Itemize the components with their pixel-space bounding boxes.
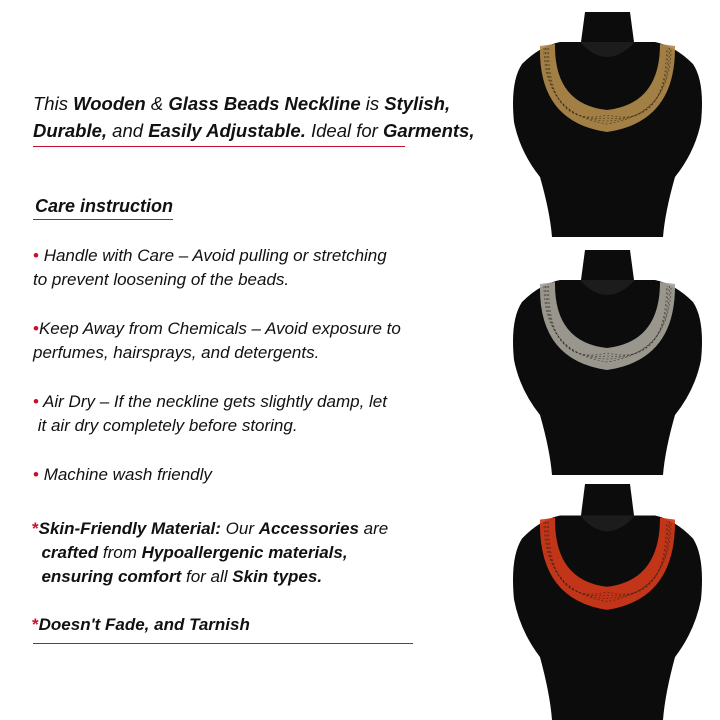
care-item-line: to prevent loosening of the beads.	[33, 270, 290, 289]
intro-bold: Wooden	[73, 93, 146, 114]
skin-friendly-text	[32, 517, 388, 589]
intro-bold: Durable,	[33, 120, 108, 141]
intro-bold: Stylish,	[384, 93, 451, 114]
care-item-line: it air dry completely before storing.	[37, 416, 298, 435]
skin-part: are	[358, 519, 389, 538]
intro-part: and	[107, 120, 149, 141]
bullet-icon: •	[33, 392, 39, 411]
skin-part: Our	[220, 519, 259, 538]
skin-bold: crafted	[41, 543, 99, 562]
asterisk-icon: *	[32, 615, 39, 634]
mannequin-torso	[513, 280, 702, 475]
intro-part: This	[33, 93, 74, 114]
intro-bold: Garments,	[382, 120, 475, 141]
bullet-icon: •	[33, 246, 39, 265]
skin-part: for all	[181, 567, 233, 586]
skin-part: from	[98, 543, 142, 562]
fade-underline	[33, 643, 413, 644]
bullet-icon: •	[33, 465, 39, 484]
mannequin-neck	[581, 250, 634, 280]
care-item-line: Machine wash friendly	[43, 465, 212, 484]
mannequin-neck	[581, 12, 634, 42]
care-item-line: Keep Away from Chemicals – Avoid exposure to	[38, 319, 401, 338]
fade-label: Doesn't Fade, and Tarnish	[38, 615, 250, 634]
mannequin-gold-neckline	[500, 12, 715, 237]
intro-part: Ideal for	[305, 120, 383, 141]
mannequin-torso	[513, 42, 702, 237]
care-item-machine-wash	[33, 463, 212, 487]
skin-bold: Hypoallergenic materials,	[141, 543, 348, 562]
skin-bold: Skin types.	[232, 567, 323, 586]
skin-bold: Skin-Friendly Material:	[38, 519, 221, 538]
care-item-line: Handle with Care – Avoid pulling or stretching	[43, 246, 387, 265]
intro-part: &	[145, 93, 169, 114]
mannequin-red-neckline	[500, 484, 715, 720]
care-item-line: Air Dry – If the neckline gets slightly damp, let	[43, 392, 387, 411]
care-item-handle	[33, 244, 387, 292]
mannequin-silver-neckline	[500, 250, 715, 475]
mannequin-neck	[581, 484, 634, 515]
mannequin-torso	[513, 515, 702, 720]
care-item-chemicals	[33, 317, 401, 365]
intro-text	[33, 90, 475, 144]
skin-bold: ensuring comfort	[41, 567, 182, 586]
care-item-line: perfumes, hairsprays, and detergents.	[33, 343, 320, 362]
care-heading-underline	[33, 219, 173, 220]
bullet-icon: •	[33, 319, 39, 338]
intro-bold: Easily Adjustable.	[148, 120, 306, 141]
care-item-air-dry	[33, 390, 387, 438]
intro-underline	[33, 146, 405, 147]
asterisk-icon: *	[32, 519, 39, 538]
skin-bold: Accessories	[258, 519, 359, 538]
care-heading: Care instruction	[35, 196, 174, 216]
intro-part: is	[360, 93, 385, 114]
doesnt-fade-text	[32, 615, 250, 635]
intro-bold: Glass Beads Neckline	[168, 93, 361, 114]
